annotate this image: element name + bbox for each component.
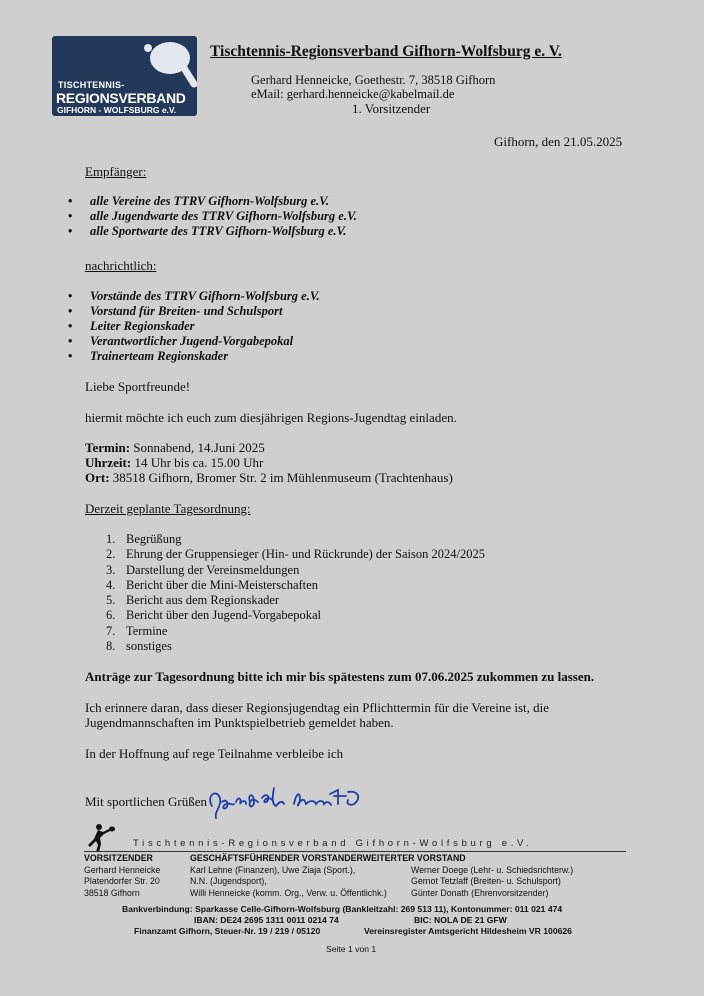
uhrzeit-label: Uhrzeit:	[85, 455, 132, 470]
list-item	[68, 194, 357, 209]
agenda-num: 8.	[106, 639, 116, 654]
list-item	[68, 289, 320, 304]
agenda-text: Begrüßung	[126, 532, 182, 546]
bullet-icon: •	[68, 209, 73, 223]
bank-line: Bankverbindung: Sparkasse Celle-Gifhorn-Wolfsburg (Bankleitzahl: 269 513 11), Kontonummer: 011 021 474	[122, 904, 563, 914]
cc-label: Trainerteam Regionskader	[90, 349, 229, 363]
agenda-num: 1.	[106, 532, 116, 546]
list-item	[68, 209, 357, 224]
recipient-label: alle Jugendwarte des TTRV Gifhorn-Wolfsburg e.V.	[90, 209, 357, 223]
footer-banner: Tischtennis-Regionsverband Gifhorn-Wolfsburg e.V.	[133, 838, 533, 849]
bullet-icon: •	[68, 289, 73, 303]
bullet-icon: •	[68, 334, 73, 348]
sender-address: Gerhard Henneicke, Goethestr. 7, 38518 Gifhorn	[251, 73, 496, 87]
ort-label: Ort:	[85, 470, 110, 485]
table-tennis-player-icon	[84, 823, 118, 853]
list-item	[68, 334, 320, 349]
regards-text: Mit sportlichen Grüßen	[85, 794, 208, 809]
footer-line: Werner Doege (Lehr- u. Schiedsrichterw.)	[411, 864, 574, 875]
org-title: Tischtennis-Regionsverband Gifhorn-Wolfsburg e. V.	[210, 43, 562, 60]
agenda-text: Bericht aus dem Regionskader	[126, 593, 280, 608]
agenda-item	[106, 532, 485, 547]
footer-divider	[84, 851, 626, 852]
iban-line: IBAN: DE24 2695 1311 0011 0214 74	[194, 915, 339, 925]
agenda-item	[106, 623, 485, 639]
bic-line: BIC: NOLA DE 21 GFW	[414, 915, 507, 925]
reminder-line-2: Jugendmannschaften im Punktspielbetrieb gemeldet haben.	[85, 715, 394, 730]
footer-line: Gerhard Henneicke	[84, 864, 161, 875]
recipients-heading: Empfänger:	[85, 164, 147, 179]
recipient-label: alle Vereine des TTRV Gifhorn-Wolfsburg e.V.	[90, 194, 330, 208]
agenda-text: Darstellung der Vereinsmeldungen	[126, 562, 300, 577]
agenda-text: Ehrung der Gruppensieger (Hin- und Rückrunde) der Saison 2024/2025	[126, 547, 485, 562]
event-ort	[85, 470, 453, 486]
agenda-text: Bericht über die Mini-Meisterschaften	[126, 577, 318, 592]
footer-line: Platendorfer Str. 20	[84, 876, 160, 886]
bullet-icon: •	[68, 194, 73, 208]
agenda-num: 6.	[106, 608, 116, 623]
list-item	[68, 224, 357, 239]
agenda-item	[106, 639, 485, 654]
bullet-icon: •	[68, 304, 73, 318]
uhrzeit-value: 14 Uhr bis ca. 15.00 Uhr	[131, 455, 264, 470]
agenda-item	[106, 577, 485, 593]
logo-line-3: GIFHORN - WOLFSBURG e.V.	[57, 105, 177, 115]
date-line: Gifhorn, den 21.05.2025	[494, 134, 623, 149]
closing-text: In der Hoffnung auf rege Teilnahme verbleibe ich	[85, 746, 344, 761]
agenda-num: 2.	[106, 547, 116, 562]
agenda-num: 3.	[106, 562, 116, 577]
termin-value: Sonnabend, 14.Juni 2025	[130, 440, 265, 455]
agenda-item	[106, 562, 485, 578]
page-number: Seite 1 von 1	[326, 944, 377, 954]
cc-label: Leiter Regionskader	[90, 319, 195, 333]
sender-email: eMail: gerhard.henneicke@kabelmail.de	[251, 87, 455, 101]
footer-col-heading: VORSITZENDER	[84, 853, 153, 863]
footer-line: Gernot Tetzlaff (Breiten- u. Schulsport)	[411, 876, 561, 886]
reminder-line-1: Ich erinnere daran, dass dieser Regionsjugendtag ein Pflichttermin für die Vereine ist, die	[85, 700, 550, 715]
agenda-num: 7.	[106, 623, 116, 638]
logo-line-1: TISCHTENNIS-	[58, 80, 125, 90]
org-logo	[52, 36, 197, 116]
register-line: Vereinsregister Amtsgericht Hildesheim VR 100626	[364, 926, 572, 936]
agenda-list	[106, 532, 485, 654]
footer-line: Günter Donath (Ehrenvorsitzender)	[411, 887, 549, 898]
antraege-text: Anträge zur Tagesordnung bitte ich mir bis spätestens zum 07.06.2025 zukommen zu lassen.	[85, 669, 595, 684]
ort-value: 38518 Gifhorn, Bromer Str. 2 im Mühlenmuseum (Trachtenhaus)	[109, 470, 453, 485]
greeting: Liebe Sportfreunde!	[85, 379, 191, 394]
footer-line: N.N. (Jugendsport),	[190, 876, 267, 886]
agenda-text: sonstiges	[126, 639, 172, 654]
agenda-item	[106, 608, 485, 623]
footer-line: Willi Henneicke (komm. Org., Verw. u. Öffentlichk.)	[190, 887, 387, 898]
footer-line: 38518 Gifhorn	[84, 887, 140, 898]
agenda-num: 4.	[106, 577, 116, 592]
agenda-num: 5.	[106, 593, 116, 608]
cc-heading: nachrichtlich:	[85, 258, 157, 273]
agenda-text: Bericht über den Jugend-Vorgabepokal	[126, 608, 321, 623]
event-termin	[85, 440, 265, 456]
intro-text: hiermit möchte ich euch zum diesjährigen Regions-Jugendtag einladen.	[85, 410, 457, 425]
recipient-label: alle Sportwarte des TTRV Gifhorn-Wolfsburg e.V.	[90, 224, 347, 238]
agenda-heading: Derzeit geplante Tagesordnung:	[85, 501, 251, 516]
cc-label: Vorstände des TTRV Gifhorn-Wolfsburg e.V.	[90, 289, 320, 303]
footer-col-heading: GESCHÄFTSFÜHRENDER VORSTANDERWEITERTER VORSTAND	[190, 853, 466, 863]
sender-role: 1. Vorsitzender	[352, 101, 431, 116]
cc-label: Verantwortlicher Jugend-Vorgabepokal	[90, 334, 294, 348]
footer-col-chairman	[84, 853, 160, 899]
agenda-item	[106, 547, 485, 562]
footer-col-extended-board	[411, 865, 573, 900]
list-item	[68, 349, 320, 364]
bullet-icon: •	[68, 224, 73, 238]
footer-line: Karl Lehne (Finanzen), Uwe Ziaja (Sport.),	[190, 864, 356, 875]
agenda-text: Termine	[126, 623, 168, 638]
tax-line: Finanzamt Gifhorn, Steuer-Nr. 19 / 219 / 05120	[134, 926, 321, 936]
termin-label: Termin:	[85, 440, 131, 455]
list-item	[68, 304, 320, 319]
event-uhrzeit	[85, 455, 263, 471]
bullet-icon: •	[68, 349, 73, 363]
logo-line-2: REGIONSVERBAND	[56, 90, 186, 106]
bullet-icon: •	[68, 319, 73, 333]
agenda-item	[106, 593, 485, 608]
cc-list	[68, 289, 320, 364]
signature	[202, 776, 377, 824]
recipients-list	[68, 194, 357, 239]
list-item	[68, 319, 320, 334]
cc-label: Vorstand für Breiten- und Schulsport	[90, 304, 283, 318]
